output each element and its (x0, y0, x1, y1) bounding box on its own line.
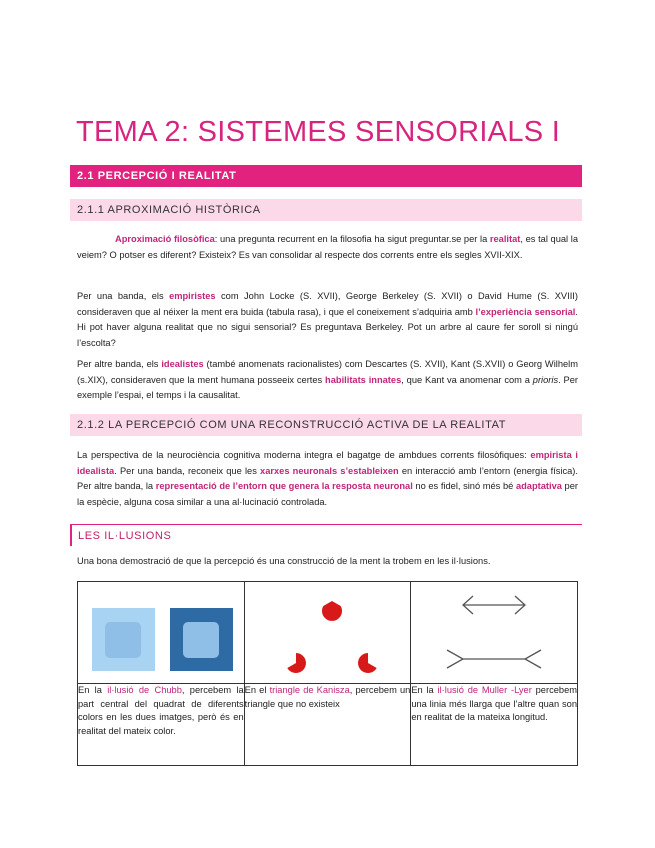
illusions-table (77, 581, 578, 766)
illusion-captions-row (78, 684, 578, 766)
illusion-images-row (78, 582, 578, 684)
muller-lyer-image (411, 582, 577, 683)
subsection-heading-illusions: LES IL·LUSIONS (70, 524, 582, 546)
kanizsa-triangle-cell (244, 582, 411, 684)
subsection-heading-active-reconstruction: 2.1.2 LA PERCEPCIÓ COM UNA RECONSTRUCCIÓ ACTIVA DE LA REALITAT (70, 414, 582, 436)
muller-lyer-caption: En la il·lusió de Muller -Lyer percebem una linia més llarga que l’altre quan son en realitat de la mateixa longitud. (411, 684, 578, 766)
paragraph-cognitive-neuroscience: La perspectiva de la neurociència cognitiva moderna integra el bagatge de ambdues corrents filosòfiques: empirista i idealista. Per una banda, reconeix que les xarxes neuronals s’estableixen en interacció amb l’entorn (energia física). Per altre banda, la representació de l’entorn que genera la resposta neuronal no es fidel, sinó més bé adaptativa per la espècie, alguna cosa similar a una al·lucinació controlada. (77, 450, 578, 507)
kanizsa-pacman-top (322, 601, 342, 621)
kanizsa-pacman-right (358, 653, 377, 673)
page-title: TEMA 2: SISTEMES SENSORIALS I (76, 116, 561, 148)
chubb-caption: En la il·lusió de Chubb, percebem la part central del quadrat de diferents colors en les dues imatges, però és en realitat del mateix color. (78, 684, 245, 766)
arrowhead-right-out (525, 650, 541, 668)
paragraph-philosophical-approach: Aproximació filosòfica: una pregunta recurrent en la filosofia ha sigut preguntar.se per la realitat, es tal qual la veiem? O potser es diferent? Existeix? Es van consolidar al respecte dos corrents entre els segles XVII-XIX. (77, 234, 578, 260)
kanizsa-pacman-left (287, 653, 306, 673)
chubb-illusion-cell (78, 582, 245, 684)
chubb-dark-center (183, 622, 219, 658)
chubb-illusion-image (78, 582, 244, 683)
chubb-light-center (105, 622, 141, 658)
paragraph-idealists: Per altre banda, els idealistes (també anomenats racionalistes) com Descartes (S. XVII), Kant (S.XVII) o Georg Wilhelm (s.XIX), consideraven que la ment humana posseeix certes habilitats innates, que Kant va anomenar com a prioris. Per exemple l’espai, el temps i la causalitat. (77, 359, 578, 400)
section-heading: 2.1 PERCEPCIÓ I REALITAT (70, 165, 582, 187)
subsection-heading-historical: 2.1.1 APROXIMACIÓ HISTÒRICA (70, 199, 582, 221)
muller-lyer-cell (411, 582, 578, 684)
kanizsa-triangle-image (245, 582, 411, 683)
paragraph-illusions-intro: Una bona demostració de que la percepció és una construcció de la ment la trobem en les il·lusions. (77, 556, 491, 566)
paragraph-empiricists: Per una banda, els empiristes com John Locke (S. XVII), George Berkeley (S. XVII) o David Hume (S. XVIII) consideraven que al néixer la ment era buida (tabula rasa), i que el coneixement s’adquiria amb l’experiència sensorial. Hi pot haver alguna realitat que no sigui sensorial? Es preguntava Berkeley. Pot un arbre al caure fer soroll si ningú l’escolta? (77, 291, 578, 348)
kanizsa-caption: En el triangle de Kanisza, percebem un triangle que no existeix (244, 684, 411, 766)
arrowhead-left-out (447, 650, 463, 668)
